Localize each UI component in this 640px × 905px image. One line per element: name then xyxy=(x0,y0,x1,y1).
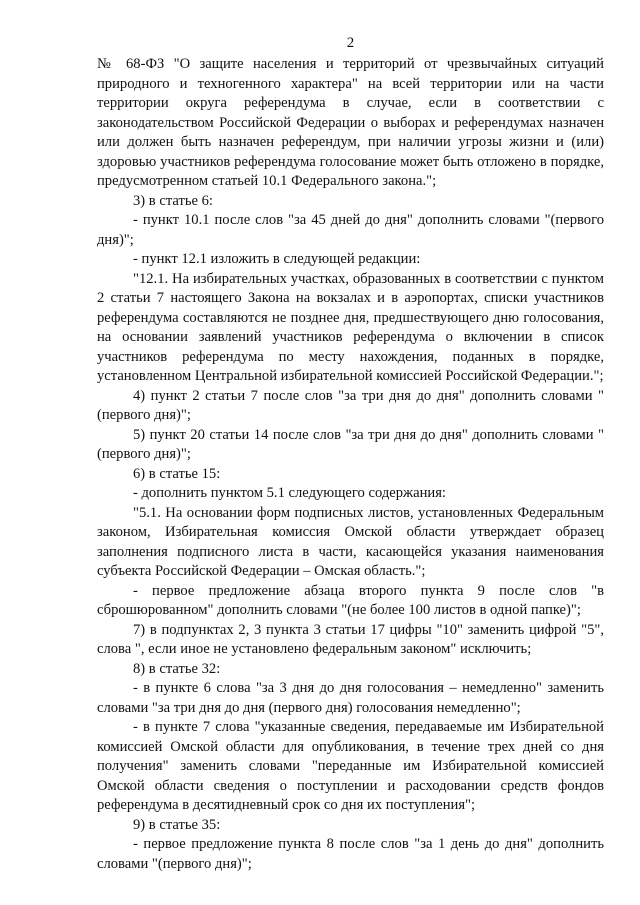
paragraph-item-3-point-10-1: - пункт 10.1 после слов "за 45 дней до дня" дополнить словами "(первого дня)"; xyxy=(97,212,604,248)
page-number: 2 xyxy=(346,35,355,51)
paragraph-item-6: 6) в статье 15: xyxy=(133,465,221,482)
paragraph-item-8-point-6: - в пункте 6 слова "за 3 дня до дня голосования – немедленно" заменить словами "за три дня до дня (первого дня) голосования немедленно"; xyxy=(97,680,604,716)
paragraph-item-7: 7) в подпунктах 2, 3 пункта 3 статьи 17 цифры "10" заменить цифрой "5", слова ", если иное не установлено федеральным законом" исключить; xyxy=(97,621,604,657)
paragraph-item-9: 9) в статье 35: xyxy=(133,816,221,833)
paragraph-quoted-12-1: "12.1. На избирательных участках, образованных в соответствии с пунктом 2 статьи 7 настоящего Закона на вокзалах и в аэропортах, списки участников референдума составляются не позднее дня, предшествующего дню голосования, на основании заявлений участников референдума о включении в список участников референдума по месту нахождения, поданных в порядке, установленном Центральной избирательной комиссией Российской Федерации."; xyxy=(97,270,604,384)
paragraph-item-3: 3) в статье 6: xyxy=(133,192,213,209)
paragraph-item-5: 5) пункт 20 статьи 14 после слов "за три дня до дня" дополнить словами "(первого дня)"; xyxy=(97,426,604,462)
paragraph-quoted-5-1: "5.1. На основании форм подписных листов, установленных Федеральным законом, Избирательная комиссия Омской области утверждает образец заполнения подписного листа в части, касающейся указания наименования субъекта Российской Федерации – Омская область."; xyxy=(97,504,604,579)
paragraph-item-8-point-7: - в пункте 7 слова "указанные сведения, передаваемые им Избирательной комиссией Омской области для опубликования, в течение трех дней со дня получения" заменить словами "переданные им Избирательной комиссией Омской области сведения о поступлении и расходовании средств фондов референдума в десятидневный срок со дня их поступления"; xyxy=(97,719,604,813)
paragraph-item-9-point-8: - первое предложение пункта 8 после слов "за 1 день до дня" дополнить словами "(первого дня)"; xyxy=(97,836,604,872)
paragraph-item-3-point-12-1: - пункт 12.1 изложить в следующей редакции: xyxy=(133,251,421,267)
paragraph-item-8: 8) в статье 32: xyxy=(133,660,221,677)
paragraph-item-6-add-point: - дополнить пунктом 5.1 следующего содержания: xyxy=(133,485,446,501)
paragraph-continuation: № 68-ФЗ "О защите населения и территорий от чрезвычайных ситуаций природного и техногенного характера" на всей территории или на части территории округа референдума в случае, если в соответствии с законодательством Российской Федерации о выборах и референдумах назначен или должен быть назначен референдум, при наличии угрозы жизни и (или) здоровью участников референдума голосование может быть отложено в порядке, предусмотренном статьей 10.1 Федерального закона."; xyxy=(97,56,604,189)
paragraph-item-4: 4) пункт 2 статьи 7 после слов "за три дня до дня" дополнить словами "(первого дня)"; xyxy=(97,387,604,423)
paragraph-item-6-point-9: - первое предложение абзаца второго пункта 9 после слов "в сброшюрованном" дополнить словами "(не более 100 листов в одной папке)"; xyxy=(97,582,604,618)
